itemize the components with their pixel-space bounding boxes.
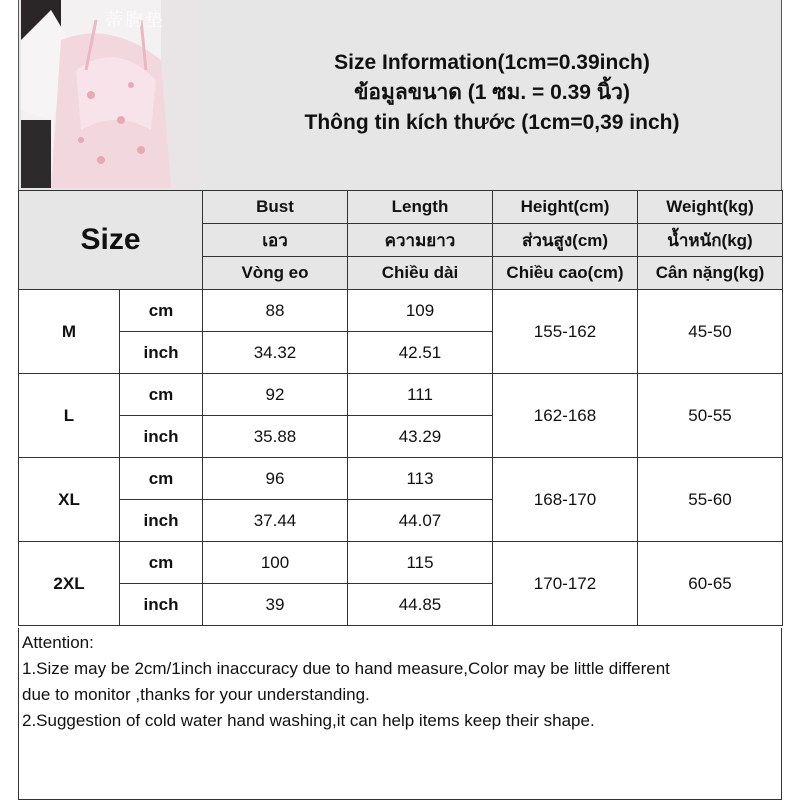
length-value: 44.85	[348, 584, 493, 626]
bust-value: 35.88	[203, 416, 348, 458]
length-value: 111	[348, 374, 493, 416]
weight-value: 50-55	[638, 374, 783, 458]
table-row	[19, 542, 783, 584]
weight-value: 60-65	[638, 542, 783, 626]
unit-label: inch	[120, 500, 203, 542]
height-value: 168-170	[493, 458, 638, 542]
col-bust-th: เอว	[203, 224, 348, 257]
length-value: 113	[348, 458, 493, 500]
col-length-vi: Chiều dài	[348, 257, 493, 290]
notes-line: 1.Size may be 2cm/1inch inaccuracy due to hand measure,Color may be little different	[22, 659, 670, 678]
height-value: 170-172	[493, 542, 638, 626]
bust-value: 39	[203, 584, 348, 626]
bust-value: 34.32	[203, 332, 348, 374]
unit-label: inch	[120, 332, 203, 374]
header-title-en: Size Information(1cm=0.39inch)	[334, 51, 650, 74]
bust-value: 92	[203, 374, 348, 416]
size-label: 2XL	[19, 542, 120, 626]
header-panel	[18, 0, 782, 190]
col-bust-vi: Vòng eo	[203, 257, 348, 290]
bust-value: 37.44	[203, 500, 348, 542]
size-label: M	[19, 290, 120, 374]
col-weight-vi: Cân nặng(kg)	[638, 257, 783, 290]
notes-title: Attention:	[22, 633, 94, 652]
notes-line: due to monitor ,thanks for your understanding.	[22, 685, 370, 704]
size-label: XL	[19, 458, 120, 542]
attention-notes	[18, 628, 782, 800]
size-label: L	[19, 374, 120, 458]
product-photo	[21, 0, 201, 188]
notes-line: 2.Suggestion of cold water hand washing,it can help items keep their shape.	[22, 711, 595, 730]
col-height-th: ส่วนสูง(cm)	[493, 224, 638, 257]
table-header-row	[19, 191, 783, 224]
length-value: 44.07	[348, 500, 493, 542]
header-title	[205, 48, 779, 138]
bust-value: 100	[203, 542, 348, 584]
table-row	[19, 458, 783, 500]
length-value: 109	[348, 290, 493, 332]
unit-label: inch	[120, 416, 203, 458]
header-title-vi: Thông tin kích thước (1cm=0,39 inch)	[304, 111, 680, 134]
unit-label: cm	[120, 290, 203, 332]
col-length-th: ความยาว	[348, 224, 493, 257]
weight-value: 45-50	[638, 290, 783, 374]
unit-label: cm	[120, 542, 203, 584]
size-header-cell: Size	[19, 191, 203, 290]
unit-label: inch	[120, 584, 203, 626]
unit-label: cm	[120, 458, 203, 500]
height-value: 162-168	[493, 374, 638, 458]
weight-value: 55-60	[638, 458, 783, 542]
col-length-en: Length	[348, 191, 493, 224]
length-value: 43.29	[348, 416, 493, 458]
length-value: 115	[348, 542, 493, 584]
col-height-vi: Chiều cao(cm)	[493, 257, 638, 290]
col-weight-en: Weight(kg)	[638, 191, 783, 224]
photo-watermark: 蒂朐垫	[105, 10, 165, 31]
length-value: 42.51	[348, 332, 493, 374]
table-row	[19, 290, 783, 332]
table-row	[19, 374, 783, 416]
height-value: 155-162	[493, 290, 638, 374]
header-title-th: ข้อมูลขนาด (1 ซม. = 0.39 นิ้ว)	[354, 81, 630, 104]
col-height-en: Height(cm)	[493, 191, 638, 224]
col-weight-th: น้ำหนัก(kg)	[638, 224, 783, 257]
size-table	[18, 190, 783, 626]
bust-value: 96	[203, 458, 348, 500]
col-bust-en: Bust	[203, 191, 348, 224]
unit-label: cm	[120, 374, 203, 416]
bust-value: 88	[203, 290, 348, 332]
